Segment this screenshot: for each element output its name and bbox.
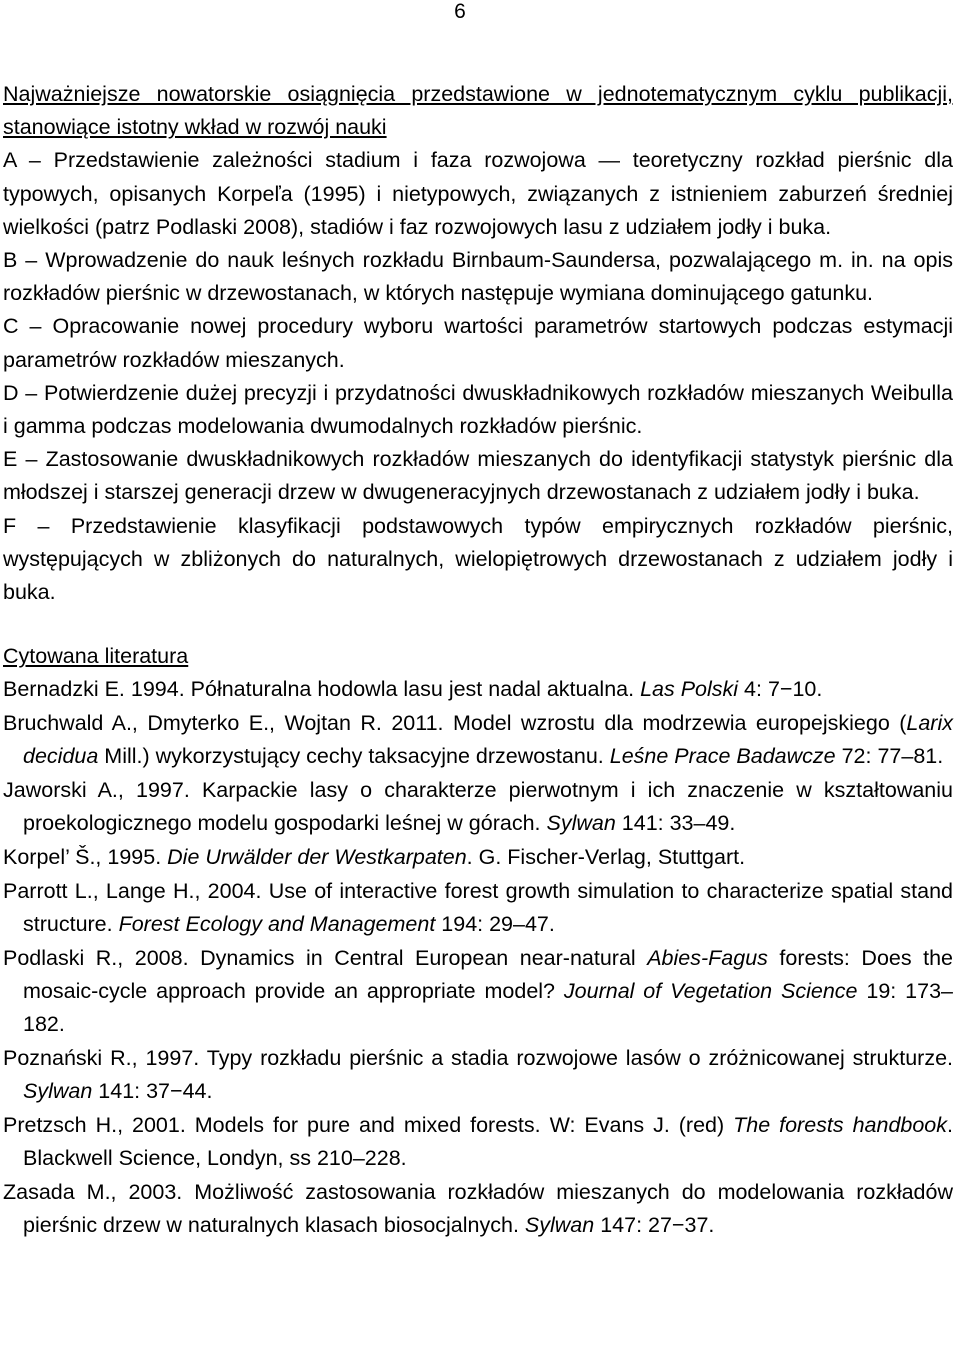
- item-text: Potwierdzenie dużej precyzji i przydatności dwuskładnikowych rozkładów mieszanych Weibulla i gamma podczas modelowania dwumodalnych rozkładów pierśnic.: [3, 380, 953, 439]
- ref-text: forests: Does the mosaic-cycle approach provide an appropriate model?: [23, 945, 954, 1003]
- ref-text: Mill.) wykorzystujący cechy taksacyjne drzewostanu.: [98, 744, 610, 769]
- ref-text: 4: 7−10.: [738, 677, 823, 702]
- ref-text: 141: 33–49.: [615, 811, 736, 836]
- achievement-item: [3, 443, 953, 509]
- item-text: Zastosowanie dwuskładnikowych rozkładów mieszanych do identyfikacji statystyk pierśnic dla młodszej i starszej generacji drzew w dwugeneracyjnych drzewostanach z udziałem jodły i buka.: [3, 447, 953, 505]
- reference-item: [3, 942, 953, 1042]
- item-letter: B: [3, 248, 18, 273]
- reference-item: [3, 673, 953, 706]
- item-dash: –: [25, 447, 38, 472]
- ref-text: 194: 29–47.: [435, 911, 555, 936]
- item-text: Przedstawienie klasyfikacji podstawowych typów empirycznych rozkładów pierśnic, występujących w zbliżonych do naturalnych, wielopiętrowych drzewostanach z udziałem jodły i buka.: [3, 513, 953, 605]
- reference-item: [3, 1176, 953, 1242]
- ref-italic: The forests handbook: [733, 1112, 948, 1137]
- item-letter: F: [3, 513, 17, 538]
- ref-italic: Journal of Vegetation Science: [563, 978, 858, 1003]
- ref-italic: Abies-Fagus: [647, 945, 768, 970]
- item-text: Opracowanie nowej procedury wyboru wartości parametrów startowych podczas estymacji parametrów rozkładów mieszanych.: [3, 314, 953, 372]
- ref-text: Pretzsch H., 2001. Models for pure and mixed forests. W: Evans J. (red): [3, 1112, 734, 1137]
- reference-item: [3, 707, 953, 773]
- ref-italic: Sylwan: [546, 811, 616, 836]
- item-dash: –: [37, 513, 50, 538]
- ref-italic: Leśne Prace Badawcze: [609, 744, 836, 769]
- reference-item: [3, 875, 953, 941]
- item-letter: D: [3, 380, 19, 405]
- page-number: 6: [454, 0, 466, 23]
- ref-text: Podlaski R., 2008. Dynamics in Central European near-natural: [3, 945, 648, 970]
- reference-item: [3, 1042, 953, 1108]
- ref-text: Korpel’ Š., 1995.: [3, 844, 168, 869]
- reference-item: [3, 1109, 953, 1175]
- ref-text: . G. Fischer-Verlag, Stuttgart.: [466, 844, 746, 869]
- ref-text: Bernadzki E. 1994. Półnaturalna hodowla lasu jest nadal aktualna.: [3, 677, 641, 702]
- item-letter: E: [3, 447, 18, 472]
- reference-item: [3, 841, 953, 874]
- achievement-item: [3, 377, 953, 443]
- ref-text: 147: 27−37.: [594, 1212, 715, 1237]
- references-list: [3, 673, 953, 1241]
- ref-text: Poznański R., 1997. Typy rozkładu pierśnic a stadia rozwojowe lasów o zróżnicowanej strukturze.: [3, 1045, 953, 1070]
- achievement-item: [3, 244, 953, 310]
- ref-text: Zasada M., 2003. Możliwość zastosowania rozkładów mieszanych do modelowania rozkładów pierśnic drzew w naturalnych klasach biosocjalnych.: [3, 1179, 953, 1237]
- page-content: [3, 78, 953, 1242]
- section-gap: [3, 609, 953, 640]
- ref-text: 19: 173–182.: [23, 978, 953, 1036]
- ref-text: Bruchwald A., Dmyterko E., Wojtan R. 2011. Model wzrostu dla modrzewia europejskiego (: [3, 711, 907, 736]
- ref-italic: Las Polski: [640, 677, 739, 702]
- item-dash: –: [29, 314, 42, 339]
- achievements-list: [3, 144, 953, 609]
- ref-italic: Sylwan: [524, 1212, 595, 1237]
- reference-item: [3, 774, 953, 840]
- ref-italic: Sylwan: [23, 1078, 93, 1103]
- ref-italic: Forest Ecology and Management: [118, 911, 436, 936]
- item-text: Przedstawienie zależności stadium i faza rozwojowa — teoretyczny rozkład pierśnic dla typowych, opisanych Korpeľa (1995) i nietypowych, związanych z istnieniem zaburzeń średniej wielkości (patrz Podlaski 2008), stadiów i faz rozwojowych lasu z udziałem jodły i buka.: [3, 148, 953, 239]
- item-dash: –: [28, 148, 41, 173]
- ref-text: Parrott L., Lange H., 2004. Use of interactive forest growth simulation to characterize spatial stand structure.: [3, 878, 953, 936]
- ref-text: . Blackwell Science, Londyn, ss 210–228.: [23, 1112, 954, 1170]
- achievement-item: [3, 510, 953, 610]
- item-letter: A: [3, 148, 17, 173]
- item-text: Wprowadzenie do nauk leśnych rozkładu Birnbaum-Saundersa, pozwalającego m. in. na opis rozkładów pierśnic w drzewostanach, w których następuje wymiana dominującego gatunku.: [3, 248, 953, 306]
- ref-italic: Die Urwälder der Westkarpaten: [167, 844, 467, 869]
- achievements-heading: Najważniejsze nowatorskie osiągnięcia przedstawione w jednotematycznym cyklu publikacji, stanowiące istotny wkład w rozwój nauki: [3, 82, 953, 140]
- item-letter: C: [3, 314, 19, 339]
- achievement-item: [3, 144, 953, 244]
- achievement-item: [3, 310, 953, 376]
- item-dash: –: [25, 248, 38, 273]
- ref-italic: Larix decidua: [23, 711, 953, 769]
- ref-text: 141: 37−44.: [92, 1078, 213, 1103]
- item-dash: –: [25, 380, 38, 405]
- ref-text: Jaworski A., 1997. Karpackie lasy o charakterze pierwotnym i ich znaczenie w kształtowaniu proekologicznego modelu gospodarki leśnej w górach.: [3, 778, 953, 836]
- references-heading: Cytowana literatura: [3, 644, 189, 669]
- ref-text: 72: 77–81.: [835, 744, 944, 769]
